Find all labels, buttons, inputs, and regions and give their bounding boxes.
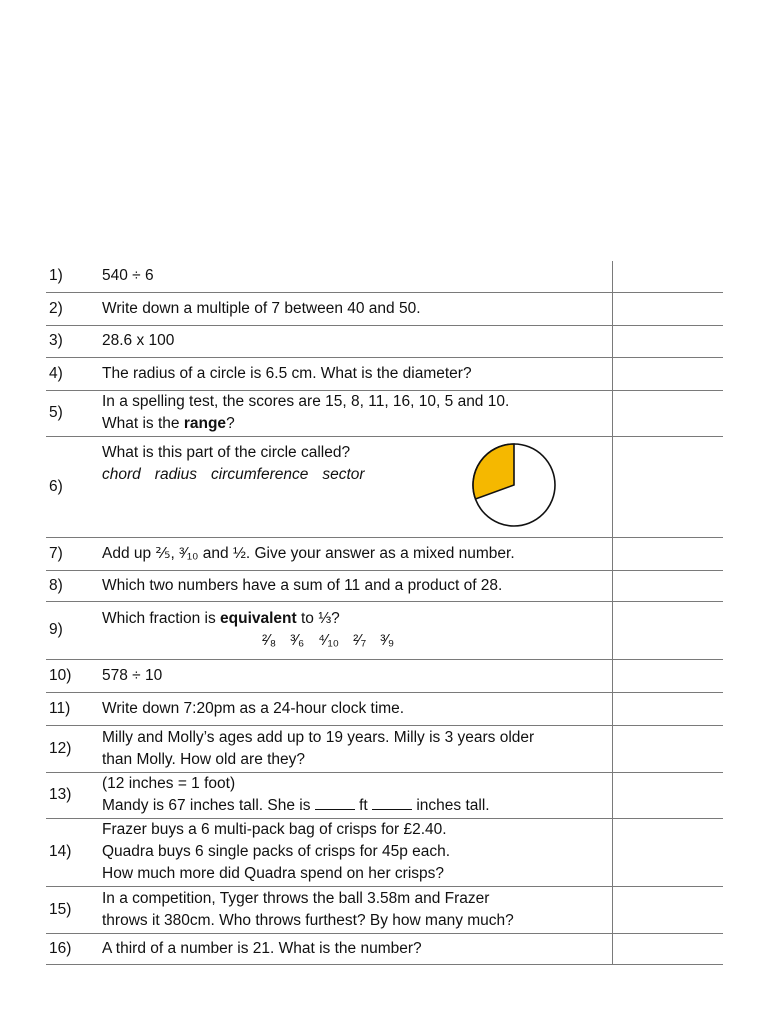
answer-cell[interactable]	[613, 886, 724, 933]
keyword-equivalent: equivalent	[220, 610, 297, 627]
question-text: What is this part of the circle called?	[102, 443, 351, 461]
question-text-line2: Mandy is 67 inches tall. She is ft inches tall.	[102, 797, 490, 814]
answer-cell[interactable]	[613, 537, 724, 570]
question-row-14	[46, 818, 723, 886]
option-fraction[interactable]: ²⁄₇	[353, 632, 367, 649]
option-fraction[interactable]: ³⁄₉	[380, 632, 395, 649]
question-number: 9)	[46, 601, 102, 659]
answer-cell[interactable]	[613, 261, 724, 292]
option-circumference[interactable]: circumference	[211, 465, 309, 483]
question-text: In a competition, Tyger throws the ball 3.58m and Frazer	[102, 889, 490, 907]
question-text: Frazer buys a 6 multi-pack bag of crisps for £2.40.	[102, 821, 447, 838]
question-row-13	[46, 772, 723, 818]
inches-blank[interactable]	[372, 797, 412, 810]
question-number: 7)	[46, 537, 102, 570]
question-text: 28.6 x 100	[102, 332, 175, 349]
question-number: 6)	[46, 436, 102, 537]
answer-cell[interactable]	[613, 933, 724, 964]
answer-cell[interactable]	[613, 325, 724, 357]
question-text: (12 inches = 1 foot)	[102, 775, 236, 792]
answer-cell[interactable]	[613, 390, 724, 436]
question-row-4	[46, 357, 723, 390]
question-text-line2: throws it 380cm. Who throws furthest? By how many much?	[102, 911, 514, 929]
answer-options	[102, 464, 379, 486]
question-number: 2)	[46, 292, 102, 325]
question-text: In a spelling test, the scores are 15, 8, 11, 16, 10, 5 and 10.	[102, 393, 510, 410]
question-row-16	[46, 933, 723, 964]
question-number: 10)	[46, 659, 102, 692]
question-number: 13)	[46, 772, 102, 818]
question-text-line2: Quadra buys 6 single packs of crisps for 45p each.	[102, 843, 451, 860]
question-row-12	[46, 725, 723, 772]
answer-cell[interactable]	[613, 570, 724, 601]
question-row-2	[46, 292, 723, 325]
circle-sector-diagram	[470, 441, 558, 529]
question-text: The radius of a circle is 6.5 cm. What is the diameter?	[102, 364, 472, 382]
question-number: 8)	[46, 570, 102, 601]
question-number: 5)	[46, 390, 102, 436]
question-text: Write down 7:20pm as a 24-hour clock time.	[102, 699, 405, 717]
question-number: 3)	[46, 325, 102, 357]
answer-cell[interactable]	[613, 772, 724, 818]
question-text: 578 ÷ 10	[102, 666, 163, 684]
question-row-10	[46, 659, 723, 692]
question-row-1	[46, 261, 723, 292]
question-number: 11)	[46, 692, 102, 725]
question-number: 12)	[46, 725, 102, 772]
answer-cell[interactable]	[613, 818, 724, 886]
question-row-7	[46, 537, 723, 570]
option-sector[interactable]: sector	[322, 465, 365, 483]
question-row-15	[46, 886, 723, 933]
keyword-range: range	[183, 415, 227, 432]
question-table	[46, 261, 723, 965]
answer-cell[interactable]	[613, 292, 724, 325]
answer-cell[interactable]	[613, 659, 724, 692]
question-row-3	[46, 325, 723, 357]
question-number: 4)	[46, 357, 102, 390]
question-number: 16)	[46, 933, 102, 964]
answer-cell[interactable]	[613, 725, 724, 772]
question-row-8	[46, 570, 723, 601]
option-fraction[interactable]: ³⁄₆	[290, 632, 305, 649]
question-number: 1)	[46, 261, 102, 292]
option-radius[interactable]: radius	[154, 465, 197, 483]
option-chord[interactable]: chord	[102, 465, 141, 483]
question-text: 540 ÷ 6	[102, 267, 154, 285]
question-text: A third of a number is 21. What is the number?	[102, 939, 422, 957]
question-text: Which two numbers have a sum of 11 and a product of 28.	[102, 576, 503, 594]
question-text-line3: How much more did Quadra spend on her crisps?	[102, 865, 445, 882]
question-row-6	[46, 436, 723, 537]
option-fraction[interactable]: ⁴⁄₁₀	[318, 632, 340, 649]
question-text: Milly and Molly’s ages add up to 19 years. Milly is 3 years older	[102, 728, 535, 746]
answer-cell[interactable]	[613, 357, 724, 390]
answer-cell[interactable]	[613, 436, 724, 537]
question-text: Which fraction is equivalent to ⅓?	[102, 610, 340, 627]
question-number: 14)	[46, 818, 102, 886]
question-row-9	[46, 601, 723, 659]
question-text: Add up ⅖, ³⁄₁₀ and ½. Give your answer as a mixed number.	[102, 544, 515, 562]
question-row-11	[46, 692, 723, 725]
question-row-5	[46, 390, 723, 436]
fraction-options	[102, 630, 612, 652]
question-text: Write down a multiple of 7 between 40 and 50.	[102, 299, 421, 317]
answer-cell[interactable]	[613, 601, 724, 659]
question-number: 15)	[46, 886, 102, 933]
option-fraction[interactable]: ²⁄₈	[262, 632, 277, 649]
answer-cell[interactable]	[613, 692, 724, 725]
feet-blank[interactable]	[315, 797, 355, 810]
question-text-line2: than Molly. How old are they?	[102, 750, 306, 768]
question-text-line2: What is the range?	[102, 415, 235, 432]
